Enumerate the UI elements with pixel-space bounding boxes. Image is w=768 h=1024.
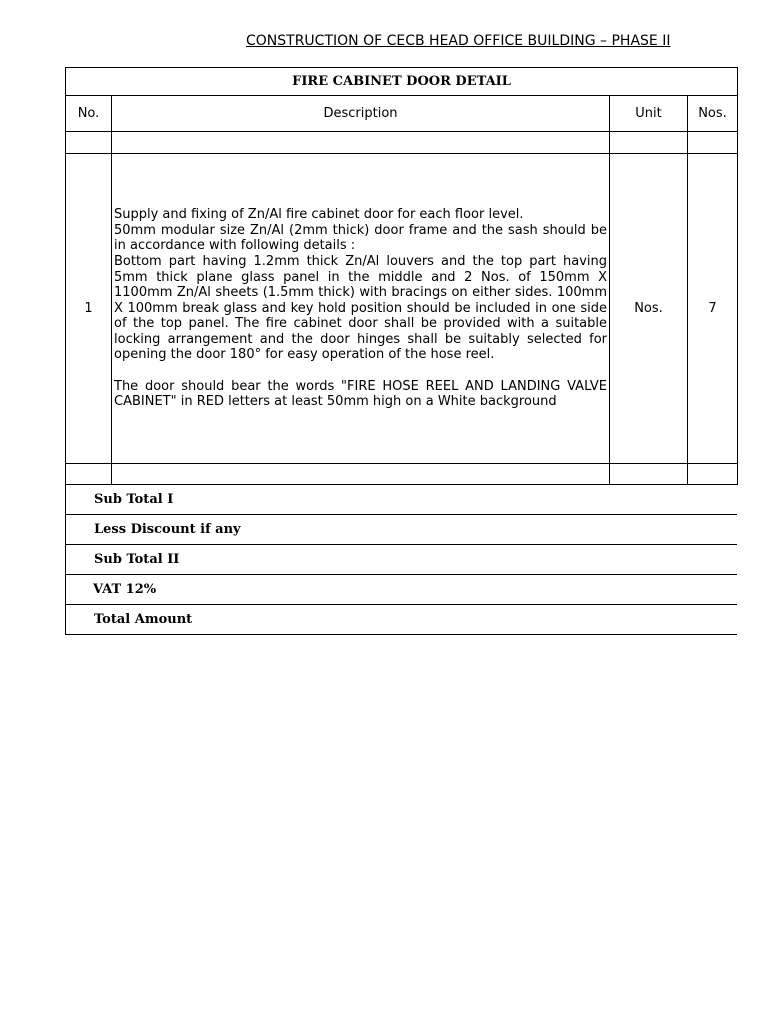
empty-cell <box>610 464 688 485</box>
sub-total-1-label: Sub Total I <box>66 485 738 515</box>
totals-row <box>66 605 738 635</box>
column-header-row <box>66 96 738 132</box>
total-amount-label: Total Amount <box>66 605 738 635</box>
empty-cell <box>112 132 610 154</box>
item-description <box>112 154 610 464</box>
less-discount-label: Less Discount if any <box>66 515 738 545</box>
totals-row <box>66 515 738 545</box>
description-paragraph: Bottom part having 1.2mm thick Zn/Al louvers and the top part having 5mm thick plane glass panel in the middle and 2 Nos. of 150mm X 1100mm Zn/Al sheets (1.5mm thick) with bracings on either sides. 100mm X 100mm break glass and key hold position should be included in one side of the top panel. The fire cabinet door shall be provided with a suitable locking arrangement and the door hinges shall be suitably selected for opening the door 180° for easy operation of the hose reel. <box>114 253 607 363</box>
empty-cell <box>688 132 738 154</box>
empty-cell <box>112 464 610 485</box>
document-header: CONSTRUCTION OF CECB HEAD OFFICE BUILDING – PHASE II <box>246 33 671 49</box>
totals-row <box>66 545 738 575</box>
description-paragraph: 50mm modular size Zn/Al (2mm thick) door frame and the sash should be in accordance with following details : <box>114 222 607 254</box>
spacer-row <box>66 464 738 485</box>
item-unit: Nos. <box>610 154 688 464</box>
empty-cell <box>610 132 688 154</box>
table-title-row <box>66 68 738 96</box>
item-number: 1 <box>66 154 112 464</box>
boq-sheet <box>65 67 737 635</box>
totals-row <box>66 575 738 605</box>
column-header-unit: Unit <box>610 96 688 132</box>
spacer-row <box>66 132 738 154</box>
item-quantity: 7 <box>688 154 738 464</box>
empty-cell <box>66 464 112 485</box>
sub-total-2-label: Sub Total II <box>66 545 738 575</box>
boq-table <box>65 67 738 485</box>
column-header-no: No. <box>66 96 112 132</box>
empty-cell <box>688 464 738 485</box>
column-header-description: Description <box>112 96 610 132</box>
column-header-qty: Nos. <box>688 96 738 132</box>
description-paragraph: Supply and fixing of Zn/Al fire cabinet door for each floor level. <box>114 207 524 223</box>
vat-label: VAT 12% <box>66 575 738 605</box>
table-title: FIRE CABINET DOOR DETAIL <box>66 68 738 96</box>
totals-row <box>66 485 738 515</box>
totals-table <box>65 485 737 635</box>
table-row <box>66 154 738 464</box>
description-paragraph: The door should bear the words "FIRE HOSE REEL AND LANDING VALVE CABINET" in RED letters at least 50mm high on a White background <box>114 378 607 410</box>
empty-cell <box>66 132 112 154</box>
